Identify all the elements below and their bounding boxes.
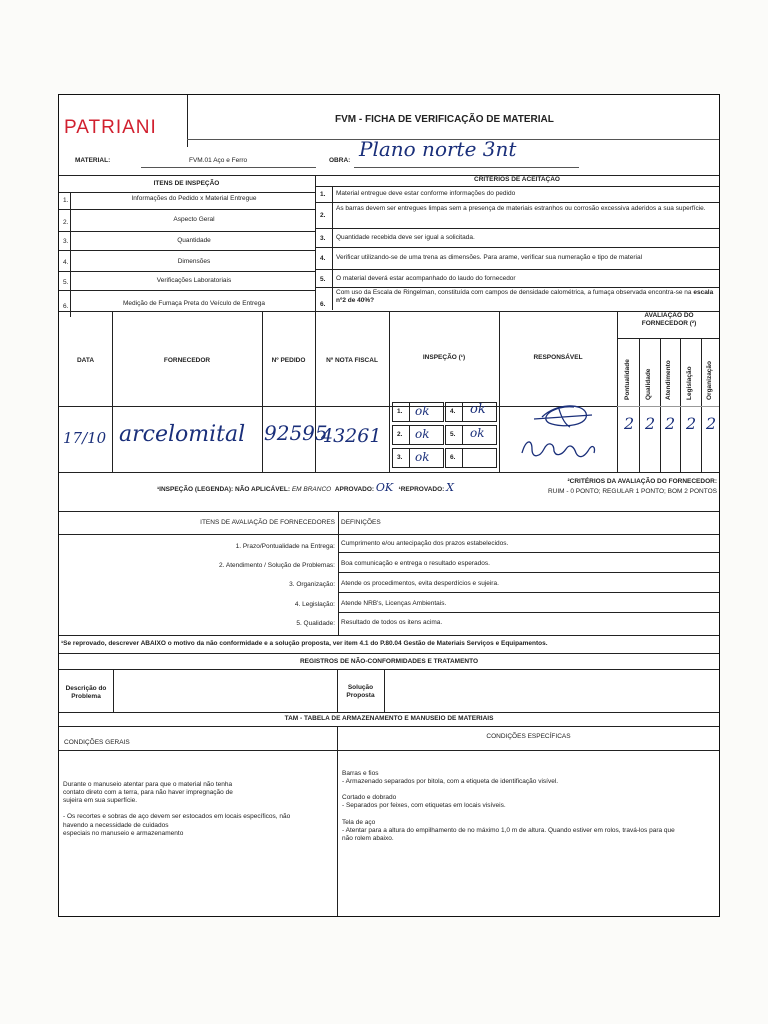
check-num: 1. — [397, 408, 403, 415]
header-data: DATA — [76, 357, 95, 364]
score-organizacao: 2 — [706, 414, 717, 433]
inspection-row: 6. Medição de Fumaça Preta do Veículo de Entrega — [63, 300, 265, 310]
nc-note: ¹Se reprovado, descrever ABAIXO o motivo da não conformidade e a solução proposta, ver item 4.1 do P.80.04 Gestão de Materiais Serviços e Equipamentos. — [61, 640, 548, 647]
eval-def: Atende NRB's, Licenças Ambientais. — [341, 600, 447, 607]
criterion-organizacao: Organização — [706, 360, 713, 400]
nc-sol-label: Solução Proposta — [346, 684, 375, 700]
nc-desc-field[interactable] — [114, 670, 336, 711]
record-nota: 43261 — [321, 425, 382, 447]
eval-item: 5. Qualidade: — [296, 620, 335, 627]
items-title: ITENS DE INSPEÇÃO — [153, 180, 220, 187]
acceptance-criteria — [315, 186, 719, 320]
inspection-row: 1. Informações do Pedido x Material Entregue — [59, 192, 315, 210]
header-pedido: Nº PEDIDO — [271, 357, 306, 364]
obra-label: OBRA: — [329, 157, 351, 164]
tam-title: TAM - TABELA DE ARMAZENAMENTO E MANUSEIO DE MATERIAIS — [284, 715, 494, 722]
eval-def: Atende os procedimentos, evita desperdícios e sujeira. — [341, 580, 499, 587]
criterion-pontualidade: Pontualidade — [624, 359, 631, 400]
legend-criterios-text: RUIM - 0 PONTO; REGULAR 1 PONTO; BOM 2 PONTOS — [547, 488, 717, 495]
score-qualidade: 2 — [645, 414, 656, 433]
nc-sol-field[interactable] — [385, 670, 719, 711]
criteria-row: 4. Verificar utilizando-se de uma trena as dimensões. Para arame, verificar sua numeração e tipo de material — [315, 247, 719, 270]
inspection-items — [59, 192, 315, 320]
criteria-row: 5. O material deverá estar acompanhado do laudo do fornecedor — [315, 269, 719, 288]
criteria-row: 2. As barras devem ser entregues limpas sem a presença de materiais estranhos ou corrosão excessiva aderidos a sua superfície. — [315, 202, 719, 229]
check-value: ok — [470, 426, 485, 440]
record-pedido: 92595 — [264, 421, 328, 445]
check-num: 4. — [450, 408, 456, 415]
criteria-title: CRITÉRIOS DE ACEITAÇÃO — [474, 176, 560, 183]
legend-criterios-title: ²CRITÉRIOS DA AVALIAÇÃO DO FORNECEDOR: — [567, 478, 717, 485]
eval-item: 1. Prazo/Pontualidade na Entrega: — [235, 543, 335, 550]
check-value: ok — [415, 450, 430, 464]
criteria-row: 6. Com uso da Escala de Ringelman, constituída com campos de densidade calométrica, a fumaça observada encontra-se na escala nº2 de 40%? — [320, 289, 714, 308]
eval-def: Resultado de todos os itens acima. — [341, 619, 443, 626]
header-avaliacao: AVALIAÇÃO DO FORNECEDOR (²) — [641, 312, 697, 328]
tam-gerais-title: CONDIÇÕES GERAIS — [64, 739, 130, 746]
nc-desc-label: Descrição do Problema — [65, 685, 107, 701]
record-date: 17/10 — [63, 429, 107, 447]
inspection-checks — [392, 402, 497, 468]
record-fornecedor: arcelomital — [119, 422, 246, 447]
patriani-logo: PATRIANI — [64, 117, 157, 138]
eval-def-title: DEFINIÇÕES — [341, 519, 381, 526]
inspection-row: 4. Dimensões — [59, 250, 315, 272]
eval-items-title: ITENS DE AVALIAÇÃO DE FORNECEDORES — [200, 519, 335, 526]
eval-def: Cumprimento e/ou antecipação dos prazos estabelecidos. — [341, 540, 509, 547]
inspection-row: 5. Verificações Laboratoriais — [59, 271, 315, 291]
nc-title: REGISTROS DE NÃO-CONFORMIDADES E TRATAMENTO — [299, 658, 479, 665]
criteria-row: 1. Material entregue deve estar conforme informações do pedido — [315, 186, 719, 203]
score-pontualidade: 2 — [624, 414, 635, 433]
check-value: ok — [415, 427, 430, 441]
tam-especificas-title: CONDIÇÕES ESPECÍFICAS — [486, 733, 571, 740]
tam-gerais-text: Durante o manuseio atentar para que o material não tenha contato direto com a terra, para não haver impregnação de sujeira em sua superfície. - Os recortes e sobras de aço devem ser estocados em locais específicos, não havendo a necessidade de cuidados especiais no manuseio e armazenamento — [63, 781, 291, 837]
form-title: FVM - FICHA DE VERIFICAÇÃO DE MATERIAL — [335, 114, 554, 125]
header-nota: Nº NOTA FISCAL — [326, 357, 378, 364]
legend-inspecao: ¹INSPEÇÃO (LEGENDA): NÃO APLICÁVEL: EM BRANCO APROVADO: OK ¹REPROVADO: X — [157, 481, 454, 494]
eval-item: 3. Organização: — [289, 581, 335, 588]
header-responsavel: RESPONSÁVEL — [533, 354, 583, 361]
material-label: MATERIAL: — [75, 157, 111, 164]
score-legislacao: 2 — [686, 414, 697, 433]
check-value: ok — [470, 402, 486, 417]
inspection-row: 3. Quantidade — [59, 231, 315, 251]
header-fornecedor: FORNECEDOR — [163, 357, 211, 364]
eval-item: 2. Atendimento / Solução de Problemas: — [219, 562, 335, 569]
inspection-form — [58, 94, 720, 917]
eval-item: 4. Legislação: — [294, 601, 335, 608]
criteria-row: 3. Quantidade recebida deve ser igual a solicitada. — [315, 228, 719, 248]
eval-def: Boa comunicação e entrega o resultado esperados. — [341, 560, 490, 567]
check-num: 2. — [397, 431, 403, 438]
criterion-atendimento: Atendimento — [665, 360, 672, 400]
check-num: 3. — [397, 454, 403, 461]
header-inspecao: INSPEÇÃO (¹) — [422, 354, 466, 361]
check-num: 5. — [450, 431, 456, 438]
eval-rows — [59, 534, 719, 634]
check-value: ok — [415, 404, 430, 418]
criterion-legislacao: Legislação — [686, 366, 693, 400]
material-value: FVM.01 Aço e Ferro — [189, 157, 248, 164]
tam-especificas-text: Barras e fios - Armazenado separados por bitola, com a etiqueta de identificação visível. Cortado e dobrado - Separados por feixes, com etiquetas em locais visíveis. Tela de aço - Atentar para a altura do empilhamento de no máximo 1,0 m de altura. Quando estiver em rolos, travá-los para que não rolem abaixo. — [342, 770, 675, 842]
obra-value: Plano norte 3nt — [359, 137, 517, 161]
responsavel-signature — [504, 395, 614, 470]
criterion-qualidade: Qualidade — [645, 368, 652, 400]
check-num: 6. — [450, 454, 456, 461]
score-atendimento: 2 — [665, 414, 676, 433]
inspection-row: 2. Aspecto Geral — [59, 209, 315, 232]
